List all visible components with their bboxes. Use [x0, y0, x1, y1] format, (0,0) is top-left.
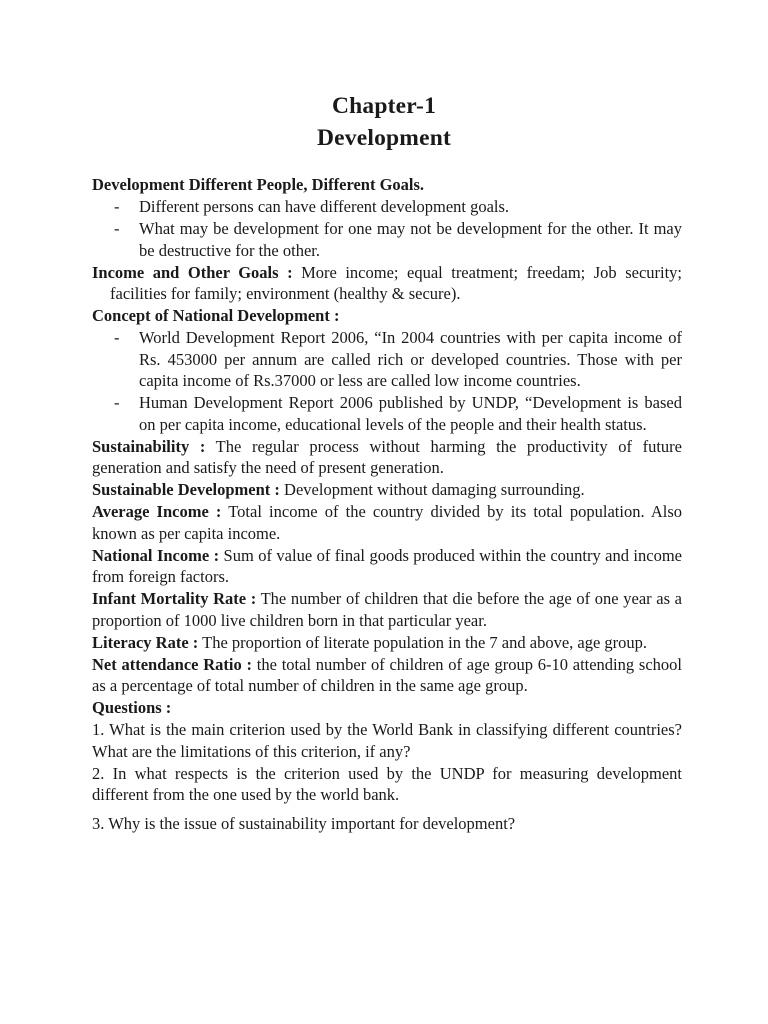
dash-marker: -: [114, 328, 120, 347]
definition-net-attendance-ratio: [92, 654, 682, 697]
bullet-text: What may be development for one may not be development for the other. It may be destructive for the other.: [139, 219, 682, 260]
definition-text: the total number of children of age group 6-10 attending school as a percentage of total number of children in the same age group.: [92, 654, 682, 695]
definition-term: Net attendance Ratio :: [92, 654, 253, 674]
definition-text: More income; equal treatment; freedam; Job security; facilities for family; environment (healthy & secure).: [110, 262, 683, 303]
definition-term: National Income :: [92, 545, 220, 565]
definition-term: Income and Other Goals :: [92, 262, 293, 282]
definition-income-goals: [92, 262, 682, 305]
definition-text: The number of children that die before the age of one year as a proportion of 1000 live children born in that particular year.: [92, 589, 683, 630]
definition-sustainable-development: [92, 479, 682, 501]
definition-text: Sum of value of final goods produced within the country and income from foreign factors.: [92, 545, 682, 586]
question-item: 3. Why is the issue of sustainability important for development?: [92, 813, 516, 833]
definition-term: Infant Mortality Rate :: [92, 589, 257, 608]
bullet-text: Human Development Report 2006 published by UNDP, “Development is based on per capita income, educational levels of the people and their health status.: [139, 393, 682, 434]
chapter-title-block: [0, 90, 768, 154]
definition-text: Development without damaging surrounding.: [279, 480, 585, 499]
questions-heading: Questions :: [92, 698, 172, 717]
definition-term: Sustainability :: [92, 436, 206, 456]
section-heading-concept: Concept of National Development :: [92, 306, 340, 325]
document-body: [92, 174, 682, 835]
definition-sustainability: [92, 436, 682, 479]
definition-text: The regular process without harming the productivity of future generation and satisfy the need of present generation.: [92, 436, 682, 477]
question-item: 2. In what respects is the criterion used by the UNDP for measuring development different from the one used by the world bank.: [92, 763, 682, 804]
chapter-number: Chapter-1: [331, 93, 437, 119]
dash-marker: -: [114, 393, 120, 412]
bullet-item: [92, 327, 682, 392]
dash-marker: -: [114, 219, 120, 238]
definition-text: Total income of the country divided by its total population. Also known as per capita income.: [92, 502, 682, 543]
definition-average-income: [92, 501, 682, 544]
bullet-item: [92, 218, 682, 261]
chapter-title: Development: [316, 125, 452, 151]
section-heading-goals: Development Different People, Different Goals.: [92, 175, 425, 194]
definition-term: Literacy Rate :: [92, 632, 199, 652]
definition-term: Sustainable Development :: [92, 480, 280, 499]
definition-infant-mortality-rate: [92, 588, 682, 631]
definition-text: The proportion of literate population in the 7 and above, age group.: [198, 632, 648, 652]
definition-literacy-rate: [92, 632, 682, 654]
bullet-text: World Development Report 2006, “In 2004 countries with per capita income of Rs. 453000 per annum are called rich or developed countries. Those with per capita income of Rs.37000 or less are called low income countries.: [139, 328, 682, 390]
definition-term: Average Income :: [92, 502, 222, 521]
dash-marker: -: [114, 197, 120, 216]
bullet-item: [92, 392, 682, 435]
definition-national-income: [92, 545, 682, 588]
bullet-text: Different persons can have different development goals.: [139, 197, 510, 216]
bullet-item: [92, 196, 682, 218]
question-item: 1. What is the main criterion used by the World Bank in classifying different countries? What are the limitations of this criterion, if any?: [92, 720, 682, 761]
